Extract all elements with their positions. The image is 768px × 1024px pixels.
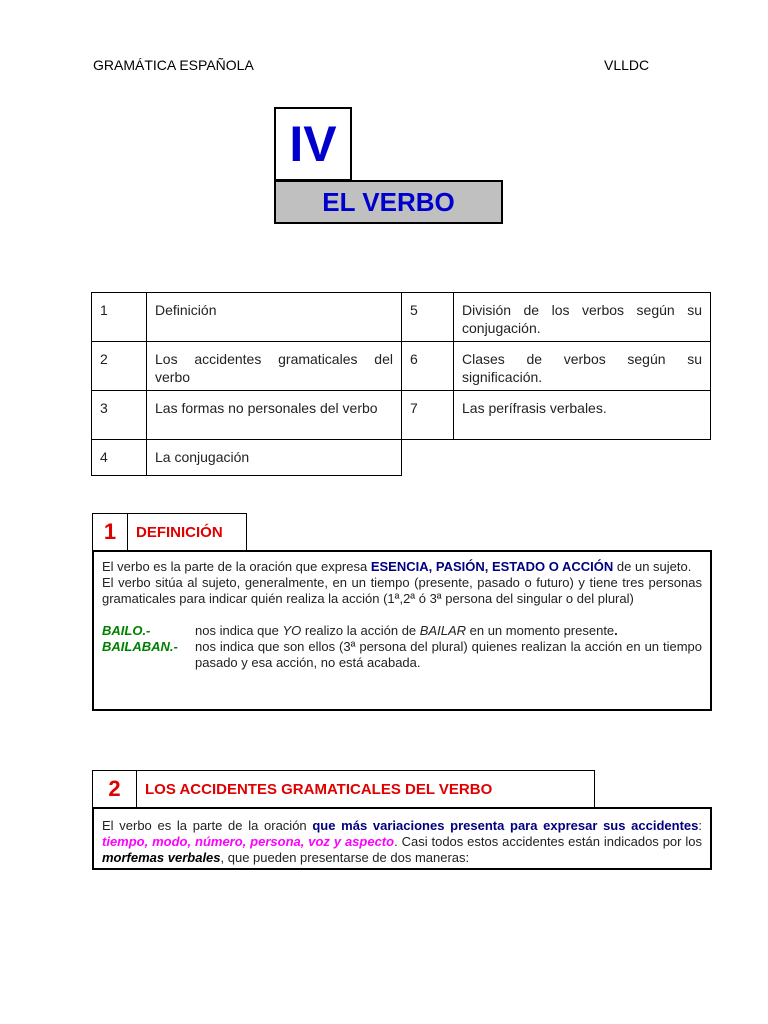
chapter-number: IV	[274, 107, 352, 181]
toc-item-6: Clases de verbos según su significación.	[453, 341, 711, 391]
toc-num-3: 3	[91, 390, 147, 440]
definition-keywords: ESENCIA, PASIÓN, ESTADO O ACCIÓN	[370, 559, 614, 574]
section-2-paragraph	[102, 818, 702, 866]
example-text: nos indica que	[195, 623, 283, 638]
verbal-morphemes: morfemas verbales	[102, 850, 221, 865]
section-1-title: DEFINICIÓN	[127, 513, 247, 551]
toc-num-2: 2	[91, 341, 147, 391]
paragraph-text: :	[698, 818, 703, 833]
toc-item-2: Los accidentes gramaticales del verbo	[146, 341, 402, 391]
example-verb: BAILAR	[419, 623, 467, 638]
paragraph-text: El verbo es la parte de la oración	[102, 818, 313, 833]
section-1-explanation: El verbo sitúa al sujeto, generalmente, en un tiempo (presente, pasado o futuro) y tiene tres personas gramaticales para indicar quién realiza la acción (1ª,2ª ó 3ª persona del singular o del plural)	[102, 575, 702, 606]
example-text: realizo la acción de	[301, 623, 420, 638]
document-header-author: VLLDC	[604, 57, 650, 73]
section-1-number: 1	[92, 513, 128, 551]
section-2-number: 2	[92, 770, 137, 808]
example-text: en un momento presente	[466, 623, 615, 638]
paragraph-text: . Casi todos estos accidentes están indicados por los	[394, 834, 702, 849]
document-header-title: GRAMÁTICA ESPAÑOLA	[93, 57, 254, 73]
section-2-title: LOS ACCIDENTES GRAMATICALES DEL VERBO	[136, 770, 595, 808]
section-2-body	[92, 807, 712, 870]
example-term-bailaban: BAILABAN.-	[102, 639, 178, 654]
paragraph-text: , que pueden presentarse de dos maneras:	[220, 850, 470, 865]
example-row-bailo	[102, 623, 702, 639]
toc-item-3: Las formas no personales del verbo	[146, 390, 402, 440]
example-desc-bailo	[195, 623, 702, 639]
toc-num-6: 6	[401, 341, 454, 391]
example-period: .	[614, 623, 618, 638]
example-term-bailo: BAILO.-	[102, 623, 151, 638]
toc-num-4: 4	[91, 439, 147, 476]
toc-num-1: 1	[91, 292, 147, 342]
accidents-list: tiempo, modo, número, persona, voz y aspecto	[102, 834, 395, 849]
toc-num-7: 7	[401, 390, 454, 440]
paragraph-emphasis: que más variaciones presenta para expresar sus accidentes	[312, 818, 699, 833]
chapter-title: EL VERBO	[274, 180, 503, 224]
toc-item-4: La conjugación	[146, 439, 402, 476]
example-pronoun: YO	[282, 623, 302, 638]
example-desc-bailaban: nos indica que son ellos (3ª persona del plural) quienes realizan la acción en un tiempo pasado y esa acción, no está acabada.	[195, 639, 702, 670]
toc-item-5: División de los verbos según su conjugación.	[453, 292, 711, 342]
toc-num-5: 5	[401, 292, 454, 342]
definition-text-end: de un sujeto.	[613, 559, 692, 574]
definition-text: El verbo es la parte de la oración que expresa	[102, 559, 371, 574]
contents-table	[91, 292, 711, 476]
example-row-bailaban	[102, 639, 702, 671]
toc-item-7: Las perífrasis verbales.	[453, 390, 711, 440]
section-1-definition	[102, 559, 702, 575]
toc-item-1: Definición	[146, 292, 402, 342]
section-1-body	[92, 550, 712, 711]
